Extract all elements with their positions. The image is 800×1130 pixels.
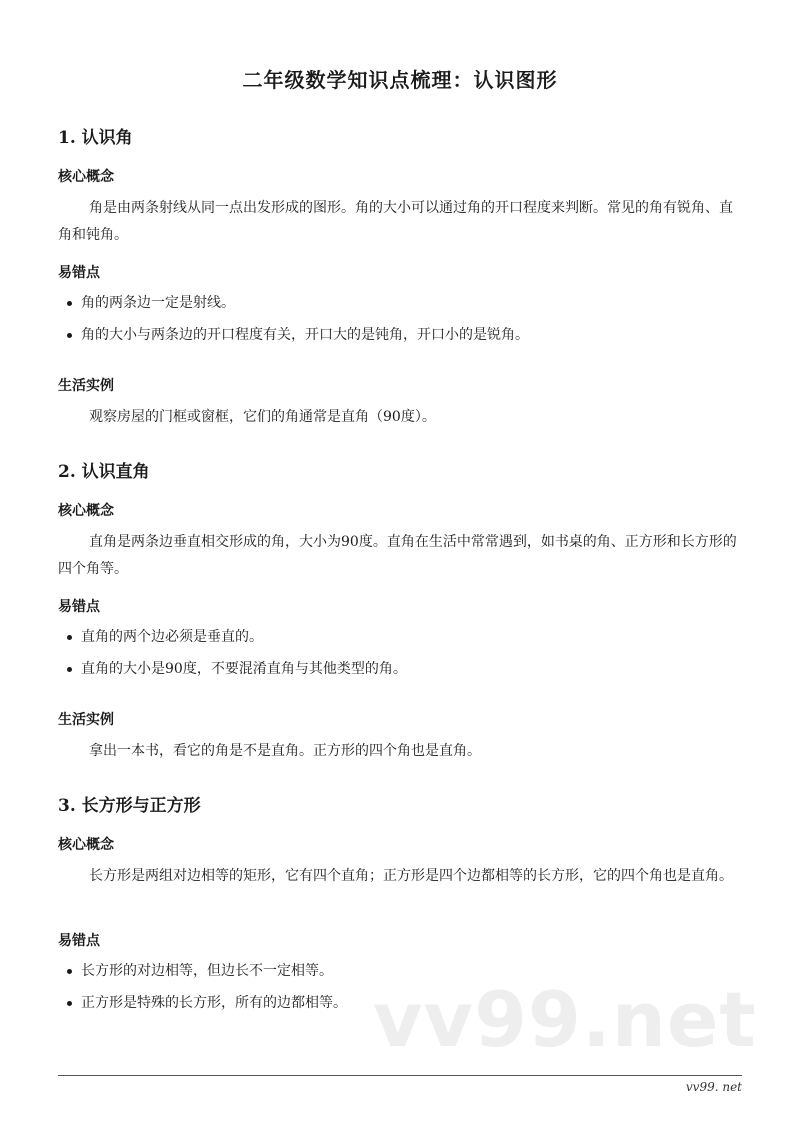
- example-label-1: 生活实例: [58, 378, 114, 394]
- example-text-1: 观察房屋的门框或窗框，它们的角通常是直角（90度）。: [89, 409, 436, 425]
- list-item: 角的两条边一定是射线。: [58, 293, 529, 313]
- mistakes-label-3: 易错点: [58, 933, 100, 949]
- section-heading-3: 3. 长方形与正方形: [58, 796, 201, 816]
- section-heading-2: 2. 认识直角: [58, 462, 150, 482]
- watermark: vv99.net: [373, 975, 757, 1064]
- bullet-icon: [67, 667, 72, 672]
- core-concept-text-1: 角是由两条射线从同一点出发形成的图形。角的大小可以通过角的开口程度来判断。常见的角有锐角、直角和钝角。: [58, 200, 733, 243]
- core-concept-text-2: 直角是两条边垂直相交形成的角，大小为90度。直角在生活中常常遇到，如书桌的角、正方形和长方形的四个角等。: [58, 534, 737, 577]
- bullet-icon: [67, 969, 72, 974]
- list-item: 长方形的对边相等，但边长不一定相等。: [58, 961, 347, 981]
- mistakes-label-1: 易错点: [58, 265, 100, 281]
- footer-divider: [58, 1075, 742, 1076]
- bullet-icon: [67, 1001, 72, 1006]
- example-label-2: 生活实例: [58, 712, 114, 728]
- mistakes-list-1: [58, 293, 529, 345]
- example-text-2: 拿出一本书，看它的角是不是直角。正方形的四个角也是直角。: [89, 743, 481, 759]
- section-heading-1: 1. 认识角: [58, 128, 133, 148]
- bullet-icon: [67, 635, 72, 640]
- mistakes-label-2: 易错点: [58, 599, 100, 615]
- list-item: 直角的大小是90度，不要混淆直角与其他类型的角。: [58, 659, 407, 679]
- page-title: 二年级数学知识点梳理：认识图形: [242, 68, 558, 92]
- footer-site-label: vv99. net: [685, 1080, 742, 1094]
- core-concept-text-3: 长方形是两组对边相等的矩形，它有四个直角；正方形是四个边都相等的长方形，它的四个角也是直角。: [89, 868, 733, 884]
- list-item: 角的大小与两条边的开口程度有关，开口大的是钝角，开口小的是锐角。: [58, 325, 529, 345]
- bullet-icon: [67, 301, 72, 306]
- list-item: 正方形是特殊的长方形，所有的边都相等。: [58, 993, 347, 1013]
- core-concept-label-3: 核心概念: [58, 837, 114, 853]
- list-item: 直角的两个边必须是垂直的。: [58, 627, 407, 647]
- core-concept-label-1: 核心概念: [58, 169, 114, 185]
- bullet-icon: [67, 333, 72, 338]
- mistakes-list-3: [58, 961, 347, 1013]
- mistakes-list-2: [58, 627, 407, 679]
- core-concept-label-2: 核心概念: [58, 503, 114, 519]
